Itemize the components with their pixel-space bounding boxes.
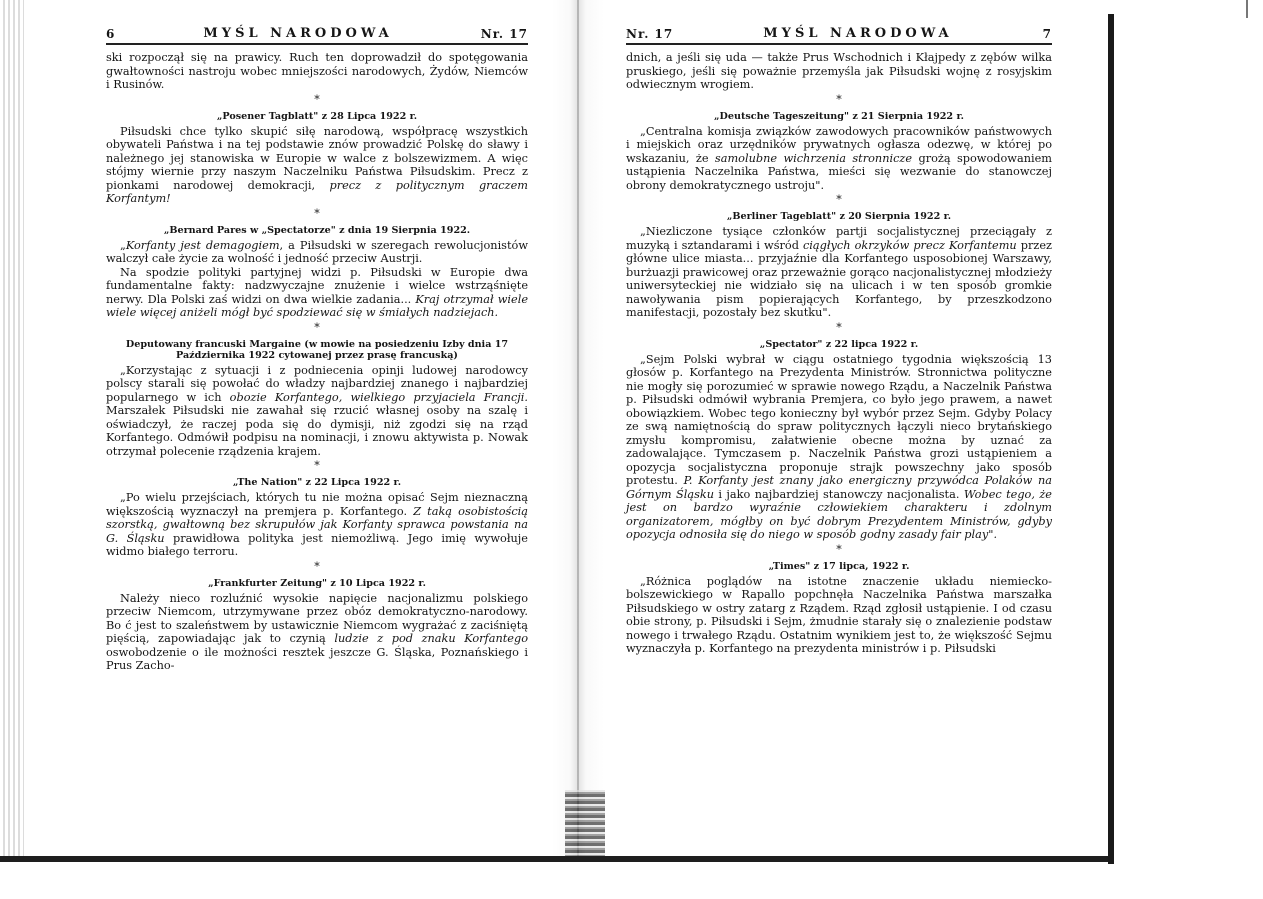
journal-title: MYŚL NARODOWA (763, 26, 953, 41)
section-separator: * (314, 92, 320, 106)
section-separator: * (836, 320, 842, 334)
quote-paragraph: Piłsudski chce tylko skupić siłę narodową, współpracę wszystkich obywateli Państwa i na tej podstawie znów prowadzić Polskę do sławy i należnego jej stanowiska w Europie w walce z bolszewizmem. A więc stójmy wiernie przy naszym Naczelniku Państwa Piłsudskim. Precz z pionkami narodowej demokracji, precz z politycznym graczem Korfantym! (106, 124, 528, 205)
source-heading: „Spectator" z 22 lipca 1922 r. (759, 338, 919, 350)
left-page (106, 26, 528, 673)
quote-paragraph: „Korfanty jest demagogiem, a Piłsudski w szeregach rewolucjonistów walczył całe życie za wolność i jedność przeciw Austrji. (106, 238, 528, 265)
quote-paragraph: „Różnica poglądów na istotne znaczenie układu niemiecko-bolszewickiego w Rapallo popchnęła Naczelnika Państwa marszałka Piłsudskiego w ostry zatarg z Rządem. Rząd zgłosił ustąpienie. I od czasu obie strony, p. Piłsudski i Sejm, żmudnie starały się o znalezienie podstaw nowego i trwałego Rządu. Ostatnim wynikiem jest to, że większość Sejmu wyznaczyła p. Korfantego na prezydenta ministrów i p. Piłsudski (626, 574, 1052, 655)
quote-paragraph: Na spodzie polityki partyjnej widzi p. Piłsudski w Europie dwa fundamentalne fakty: nadzwyczajne znużenie i wielce wstrząśnięte nerwy. Dla Polski zaś widzi on dwa wielkie zadania... Kraj otrzymał wiele wiele więcej aniżeli mógł być spodziewać się w śmiałych nadziejach. (106, 265, 528, 319)
opening-paragraph: dnich, a jeśli się uda — także Prus Wschodnich i Kłajpedy z zębów wilka pruskiego, jeśli się poważnie przemyśla jak Piłsudski wojnę z rosyjskim odwiecznym wrogiem. (626, 51, 1052, 91)
binding-tear (565, 790, 605, 860)
page-bottom-edge (0, 856, 1108, 862)
quote-paragraph: Należy nieco rozluźnić wysokie napięcie nacjonalizmu polskiego przeciw Niemcom, utrzymywane przez obóz demokratyczno-narodowy. Bo ć jest to szaleństwem by ustawicznie Niemcom wygrażać z zaciśniętą pięścią, zapowiadając jak to czynią ludzie z pod znaku Korfantego oswobodzenie o ile możności resztek jeszcze G. Śląska, Poznańskiego i Prus Zacho- (106, 591, 528, 672)
issue-number: Nr. 17 (626, 27, 674, 41)
source-heading: Deputowany francuski Margaine (w mowie na posiedzeniu Izby dnia 17 Października 1922 cytowanej przez prasę francuską) (125, 338, 509, 361)
source-heading: „Bernard Pares w „Spectatorze" z dnia 19 Sierpnia 1922. (163, 224, 471, 236)
opening-paragraph: ski rozpoczął się na prawicy. Ruch ten doprowadził do spotęgowania gwałtowności nastroju wobec mniejszości narodowych, Żydów, Niemców i Rusinów. (106, 51, 528, 91)
right-page (626, 26, 1052, 656)
section-separator: * (836, 193, 842, 206)
binding-gutter (552, 0, 604, 860)
running-head-right (626, 26, 1052, 45)
page-edge-left (0, 0, 24, 860)
page-edge-right (1108, 0, 1263, 899)
section-separator: * (314, 206, 320, 220)
source-heading: „Berliner Tageblatt" z 20 Sierpnia 1922 r. (726, 211, 952, 222)
quote-paragraph: „Niezliczone tysiące członków partji socjalistycznej przeciągały z muzyką i sztandarami i wśród ciągłych okrzyków precz Korfantemu przez główne ulice miasta... przyjaźnie dla Korfantego usposobionej Warszawy, burżuazji prawicowej oraz przeważnie gorąco nacjonalistycznej młodzieży uniwersyteckiej nie widziało się na ulicach i w ten sposób gromkie nawoływania pism popierających Korfantego, by przeszkodzono manifestacji, pozostały bez skutku". (626, 225, 1052, 319)
page-edge-shadow (1108, 14, 1114, 864)
source-heading: „Deutsche Tageszeitung" z 21 Sierpnia 1922 r. (714, 110, 964, 122)
section-separator: * (314, 459, 320, 472)
quote-paragraph: „Korzystając z sytuacji i z podniecenia opinji ludowej narodowcy polscy starali się powołać do władzy najbardziej znanego i najbardziej popularnego w ich obozie Korfantego, wielkiego przyjaciela Francji. Marszałek Piłsudski nie zawahał się rzucić własnej osoby na szalę i oświadczył, że raczej poda się do dymisji, niż zgodzi się na rząd Korfantego. Odmówił podpisu na nominacji, i znowu aktywista p. Nowak otrzymał polecenie rządzenia krajem. (106, 363, 528, 458)
left-body (106, 51, 528, 673)
page-number: 6 (106, 27, 116, 41)
issue-number: Nr. 17 (480, 27, 528, 41)
source-heading: „Frankfurter Zeitung" z 10 Lipca 1922 r. (208, 577, 426, 589)
section-separator: * (314, 559, 320, 573)
journal-title: MYŚL NARODOWA (203, 26, 393, 41)
source-heading: „Posener Tagblatt" z 28 Lipca 1922 r. (216, 110, 418, 122)
source-heading: „The Nation" z 22 Lipca 1922 r. (232, 477, 402, 488)
source-heading: „Times" z 17 lipca, 1922 r. (768, 560, 910, 572)
quote-paragraph: „Po wielu przejściach, których tu nie można opisać Sejm nieznaczną większością wyznaczył na premjera p. Korfantego. Z taką osobistością szorstką, gwałtowną bez skrupułów jak Korfanty sprawca powstania na G. Śląsku prawidłowa polityka jest niemożliwą. Jego imię wywołuje widmo białego terroru. (106, 491, 528, 558)
quote-paragraph: „Centralna komisja związków zawodowych pracowników państwowych i miejskich oraz urzędników prywatnych ogłasza odezwę, w której po wskazaniu, że samolubne wichrzenia stronnicze grożą spowodowaniem ustąpienia Naczelnika Państwa, mieści się wezwanie do stanowczej obrony demokratycznego ustroju". (626, 124, 1052, 192)
section-separator: * (836, 542, 842, 556)
quote-paragraph: „Sejm Polski wybrał w ciągu ostatniego tygodnia większością 13 głosów p. Korfantego na Prezydenta Ministrów. Stronnictwa polityczne nie mogły się porozumieć w sprawie nowego Rządu, a Naczelnik Państwa p. Piłsudski odmówił wybrania Premjera, co było jego prawem, a nawet obowiązkiem. Wobec tego konieczny był wybór przez Sejm. Gdyby Polacy ze swą namiętnością do spraw politycznych łączyli nieco brytańskiego zmysłu kompromisu, załatwienie obecne można by uznać za zadowalające. Tymczasem p. Naczelnik Państwa grozi ustąpieniem a opozycja socjalistyczna proponuje strajk powszechny jako sposób protestu. P. Korfanty jest znany jako energiczny przywódca Polaków na Górnym Śląsku i jako najbardziej stanowczy nacjonalista. Wobec tego, że jest on bardzo wyraźnie człowiekiem charakteru i zdolnym organizatorem, mógłby on być dobrym Prezydentem Ministrów, gdyby opozycja odnosiła się do niego w sposób godny zasady fair play". (626, 352, 1052, 541)
scan-mark (1246, 0, 1248, 18)
running-head-left (106, 26, 528, 45)
section-separator: * (836, 92, 842, 106)
section-separator: * (314, 320, 320, 334)
page-number: 7 (1042, 27, 1052, 41)
right-body (626, 51, 1052, 656)
